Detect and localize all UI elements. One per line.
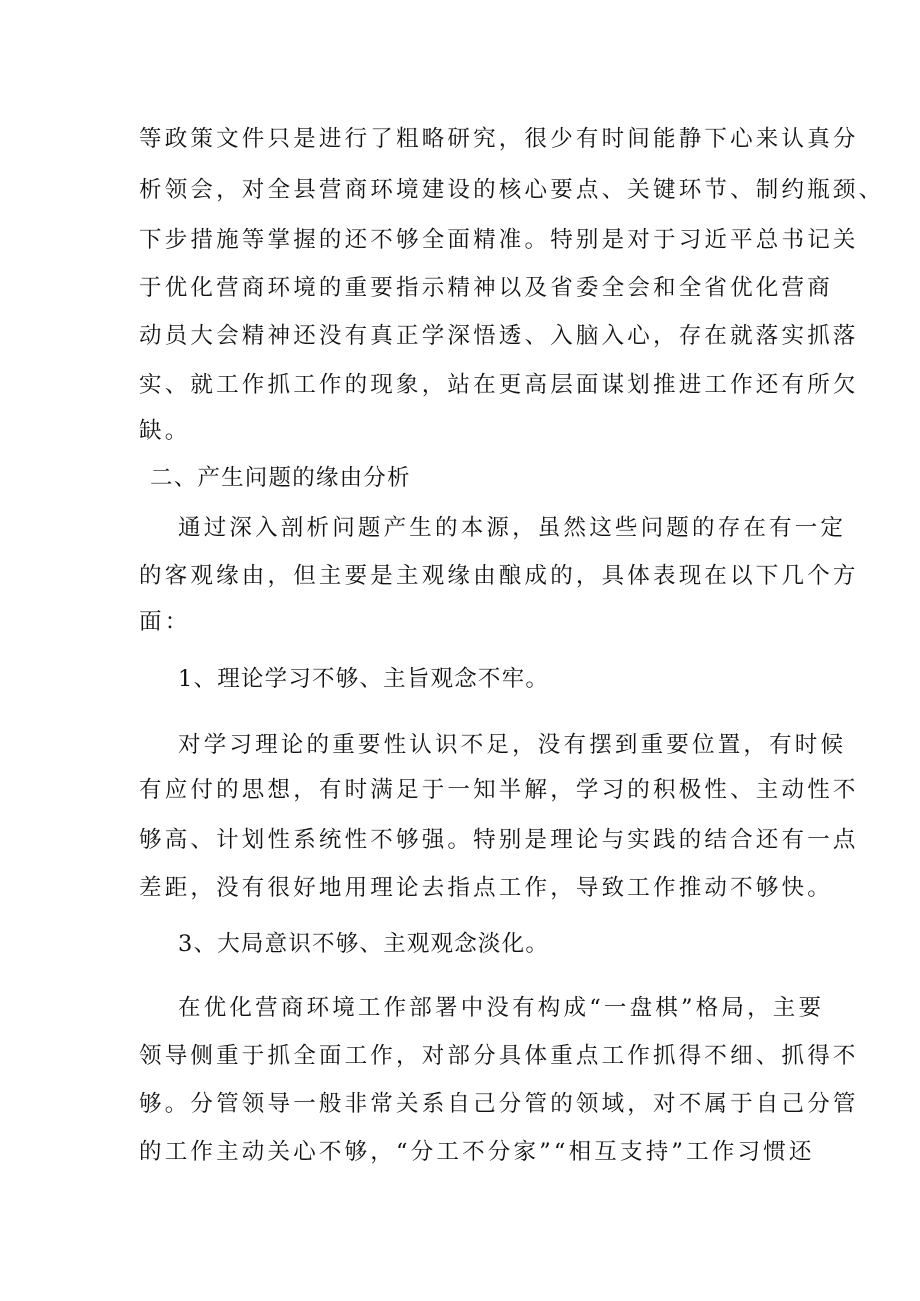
paragraph-1-line-2: 析领会，对全县营商环境建设的核心要点、关键环节、制约瓶颈、 — [139, 177, 885, 203]
paragraph-4-line-2: 领导侧重于抓全面工作，对部分具体重点工作抓得不细、抓得不 — [139, 1043, 859, 1069]
paragraph-4-line-3: 够。分管领导一般非常关系自己分管的领域，对不属于自己分管 — [139, 1091, 859, 1117]
section-heading: 二、产生问题的缘由分析 — [150, 465, 411, 491]
paragraph-1-line-3: 下步措施等掌握的还不够全面精准。特别是对于习近平总书记关 — [139, 227, 859, 253]
paragraph-4-line-1: 在优化营商环境工作部署中没有构成“一盘棋”格局，主要 — [178, 995, 825, 1021]
paragraph-3-line-1: 对学习理论的重要性认识不足，没有摆到重要位置，有时候 — [178, 732, 847, 758]
paragraph-4-line-4: 的工作主动关心不够，“分工不分家”“相互支持”工作习惯还 — [139, 1139, 815, 1165]
paragraph-2-line-3: 面： — [139, 609, 191, 635]
item-1-heading: 1、理论学习不够、主旨观念不牢。 — [178, 666, 550, 692]
paragraph-2-line-2: 的客观缘由，但主要是主观缘由酿成的，具体表现在以下几个方 — [139, 563, 859, 589]
paragraph-1-line-6: 实、就工作抓工作的现象，站在更高层面谋划推进工作还有所欠 — [139, 372, 859, 398]
paragraph-1-line-1: 等政策文件只是进行了粗略研究，很少有时间能静下心来认真分 — [139, 126, 859, 152]
item-3-heading: 3、大局意识不够、主观观念淡化。 — [178, 931, 550, 957]
paragraph-1-line-4: 于优化营商环境的重要指示精神以及省委全会和全省优化营商 — [139, 275, 833, 301]
paragraph-2-line-1: 通过深入剖析问题产生的本源，虽然这些问题的存在有一定 — [178, 515, 847, 541]
paragraph-1-line-7: 缺。 — [139, 418, 191, 444]
paragraph-3-line-4: 差距，没有很好地用理论去指点工作，导致工作推动不够快。 — [139, 875, 833, 901]
paragraph-3-line-2: 有应付的思想，有时满足于一知半解，学习的积极性、主动性不 — [139, 777, 859, 803]
paragraph-1-line-5: 动员大会精神还没有真正学深悟透、入脑入心，存在就落实抓落 — [139, 323, 859, 349]
paragraph-3-line-3: 够高、计划性系统性不够强。特别是理论与实践的结合还有一点 — [139, 827, 859, 853]
